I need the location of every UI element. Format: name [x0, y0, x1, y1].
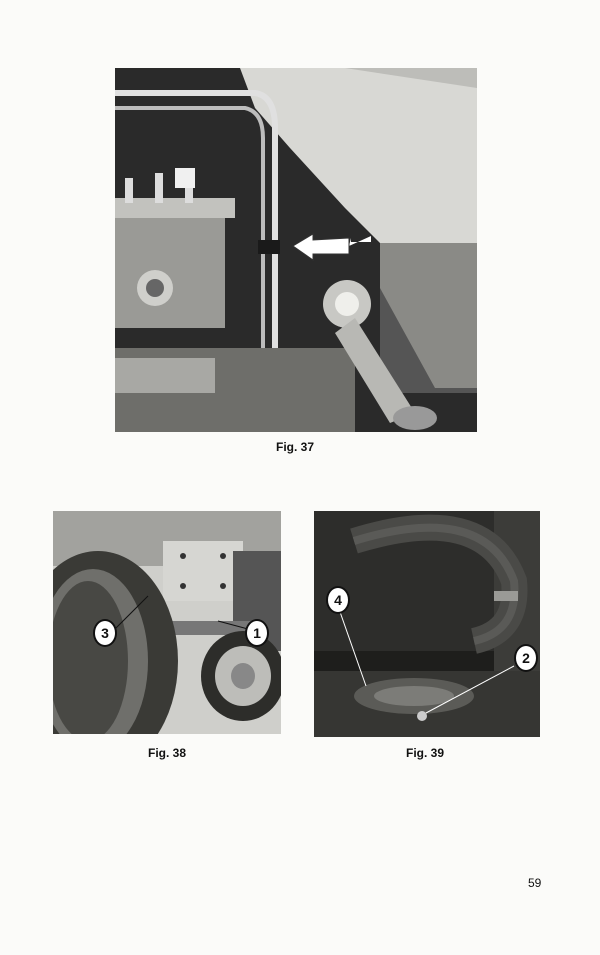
figure-39-photo — [314, 511, 540, 737]
figure-38-photo — [53, 511, 281, 734]
figure-37-caption: Fig. 37 — [275, 440, 314, 454]
callout-4 — [326, 586, 350, 614]
callout-4-label: 4 — [334, 592, 342, 608]
page-number: 59 — [528, 876, 542, 890]
callout-3 — [93, 619, 117, 647]
callout-2 — [514, 644, 538, 672]
figure-37-photo — [115, 68, 477, 432]
figure-39-caption: Fig. 39 — [405, 746, 444, 760]
callout-1-label: 1 — [253, 625, 261, 641]
figure-38-caption: Fig. 38 — [147, 746, 186, 760]
callout-1 — [245, 619, 269, 647]
callout-2-label: 2 — [522, 650, 530, 666]
callout-3-label: 3 — [101, 625, 109, 641]
